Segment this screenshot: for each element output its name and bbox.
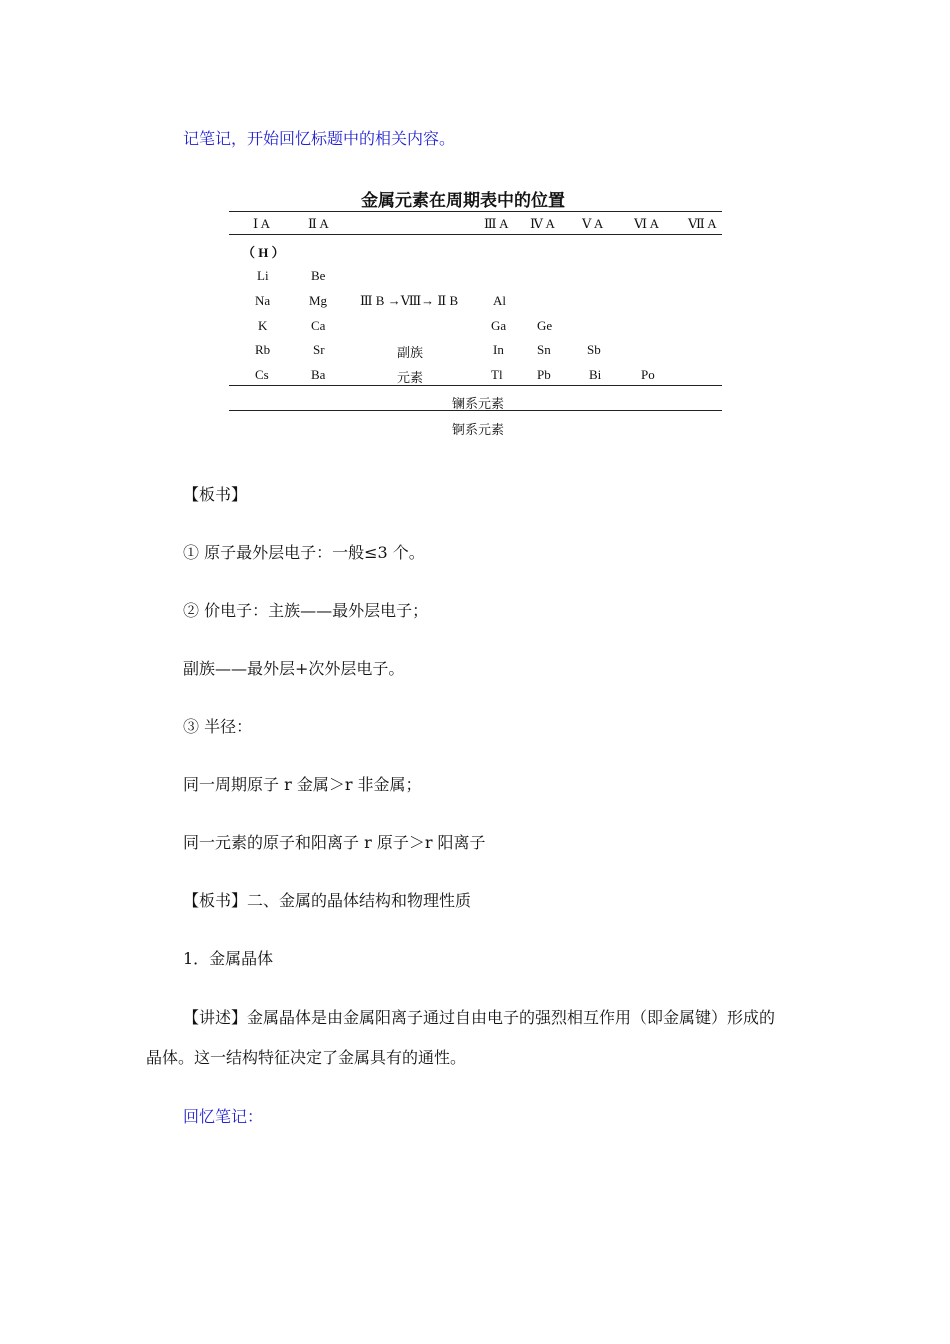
- cell-ge: Ge: [537, 318, 553, 333]
- paragraph-period-radius: 同一周期原子 r 金属＞r 非金属；: [183, 775, 422, 794]
- cell-li: Li: [257, 268, 269, 283]
- cell-in: In: [493, 342, 504, 357]
- cell-subgroup: 副族: [397, 345, 424, 360]
- cell-tl: Tl: [491, 367, 503, 382]
- table-top-rule: [229, 211, 722, 212]
- cell-rb: Rb: [255, 342, 271, 357]
- cell-sn: Sn: [537, 342, 551, 357]
- paragraph-valence-electrons: ② 价电子：主族——最外层电子；: [183, 601, 429, 620]
- intro-line: 记笔记，开始回忆标题中的相关内容。: [183, 129, 456, 148]
- narration-line-1: 【讲述】金属晶体是由金属阳离子通过自由电子的强烈相互作用（即金属键）形成的: [183, 1008, 776, 1027]
- paragraph-ion-radius: 同一元素的原子和阳离子 r 原子＞r 阳离子: [183, 833, 486, 852]
- board-heading-2: 【板书】二、金属的晶体结构和物理性质: [183, 891, 472, 910]
- series-rule-1: [229, 385, 722, 386]
- figure-title: 金属元素在周期表中的位置: [361, 191, 565, 211]
- header-3a: Ⅲ A: [484, 216, 509, 231]
- header-4a: Ⅳ A: [530, 216, 555, 231]
- cell-po: Po: [641, 367, 655, 382]
- cell-elements: 元素: [397, 370, 424, 385]
- paragraph-radius: ③ 半径：: [183, 717, 253, 736]
- cell-be: Be: [311, 268, 326, 283]
- header-7a: Ⅶ A: [688, 216, 717, 231]
- cell-cs: Cs: [255, 367, 269, 382]
- cell-transition: Ⅲ B →Ⅷ→ Ⅱ B: [360, 293, 459, 308]
- cell-mg: Mg: [309, 293, 328, 308]
- cell-k: K: [258, 318, 268, 333]
- header-1a: Ⅰ A: [253, 216, 271, 231]
- narration-line-2: 晶体。这一结构特征决定了金属具有的通性。: [146, 1048, 467, 1067]
- cell-h: （ H ）: [242, 245, 285, 260]
- cell-sr: Sr: [313, 342, 325, 357]
- cell-al: Al: [493, 293, 506, 308]
- board-heading-1: 【板书】: [183, 485, 248, 504]
- cell-na: Na: [255, 293, 271, 308]
- series-rule-2: [229, 410, 722, 411]
- paragraph-subgroup: 副族——最外层+次外层电子。: [183, 659, 405, 678]
- header-5a: Ⅴ A: [582, 216, 604, 231]
- paragraph-outer-electrons: ① 原子最外层电子：一般≤3 个。: [183, 543, 425, 562]
- section-metal-crystal: 1．金属晶体: [183, 949, 274, 968]
- recall-notes: 回忆笔记：: [183, 1107, 264, 1126]
- cell-bi: Bi: [589, 367, 602, 382]
- actinide-series: 锕系元素: [452, 422, 505, 437]
- cell-pb: Pb: [537, 367, 551, 382]
- header-6a: Ⅵ A: [634, 216, 659, 231]
- cell-ba: Ba: [311, 367, 326, 382]
- header-2a: Ⅱ A: [308, 216, 329, 231]
- cell-ga: Ga: [491, 318, 507, 333]
- cell-sb: Sb: [587, 342, 601, 357]
- cell-ca: Ca: [311, 318, 326, 333]
- header-rule: [229, 234, 722, 235]
- lanthanide-series: 镧系元素: [452, 396, 505, 411]
